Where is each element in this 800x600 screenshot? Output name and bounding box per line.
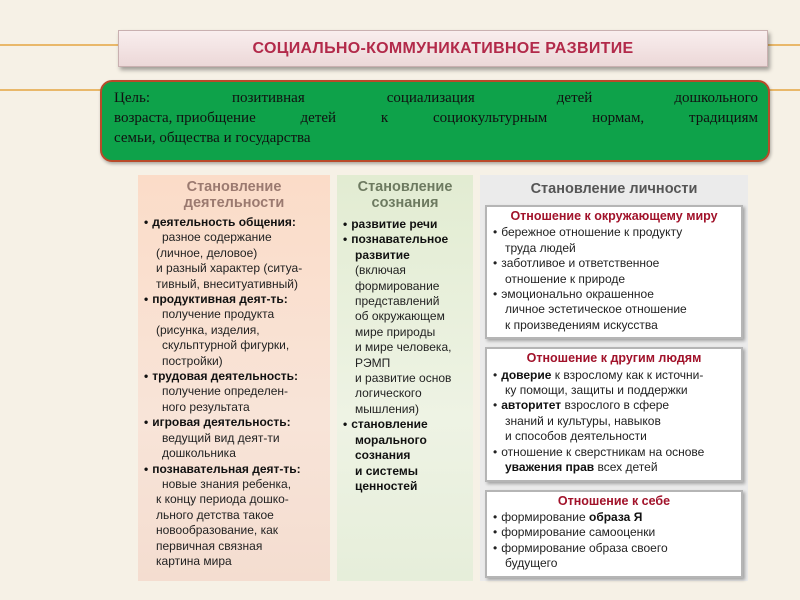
activity-line: разное содержание (162, 230, 272, 245)
relation-line (493, 302, 735, 317)
relation-line (493, 287, 735, 302)
consciousness-line: • познавательное (343, 232, 467, 247)
goal-line-3: семьи, общества и государства (114, 130, 311, 146)
relation-line (493, 368, 735, 383)
relation-line (493, 318, 735, 333)
relation-box-heading: Отношение к себе (557, 493, 671, 508)
column-consciousness-list (343, 217, 467, 494)
consciousness-line: (включая (355, 263, 406, 278)
column-personality (480, 175, 748, 581)
relation-text: уважения прав (505, 460, 595, 475)
relation-line (493, 398, 735, 413)
relation-text: знаний и культуры, навыков (505, 413, 661, 428)
consciousness-line: и системы (355, 463, 418, 478)
activity-line: новые знания ребенка, (162, 476, 292, 491)
relation-text: отношение к сверстникам на основе (501, 444, 705, 459)
activity-line: тивный, внеситуативный) (156, 276, 299, 291)
activity-line: ведущий вид деят-ти (162, 430, 280, 445)
consciousness-line: • развитие речи (343, 217, 467, 232)
activity-line: льного детства такое (156, 507, 274, 522)
relation-line (493, 256, 735, 271)
relation-text: к взрослому как к источни- (551, 367, 704, 382)
activity-line: скульптурной фигурки, (162, 338, 290, 353)
activity-line: (рисунка, изделия, (156, 322, 260, 337)
relation-text: личное эстетическое отношение (505, 302, 687, 317)
relation-text: заботливое и ответственное (501, 256, 660, 271)
activity-line: получение определен- (162, 384, 289, 399)
activity-line: получение продукта (162, 307, 275, 322)
relation-line (493, 272, 735, 287)
relation-line (493, 445, 735, 460)
activity-line: новообразование, как (156, 523, 279, 538)
relation-line (493, 241, 735, 256)
relation-line (493, 510, 735, 525)
relation-text: ку помощи, защиты и поддержки (505, 383, 688, 398)
relation-text: и способов деятельности (505, 429, 647, 444)
consciousness-line: представлений (355, 294, 440, 309)
activity-line: дошкольника (162, 446, 236, 461)
relation-text: труда людей (505, 240, 576, 255)
column-activity-list (144, 215, 324, 569)
activity-line: • игровая деятельность: (144, 415, 324, 430)
relation-line (493, 383, 735, 398)
relation-box-heading: Отношение к другим людям (526, 351, 702, 366)
relation-line (493, 556, 735, 571)
column-consciousness (337, 175, 473, 581)
consciousness-line: мышления) (355, 401, 420, 416)
consciousness-line: формирование (355, 278, 440, 293)
goal-line-2: возраста, приобщение детей к социокультурным нормам, традициям (114, 110, 758, 126)
activity-line: • деятельность общения: (144, 215, 324, 230)
relation-line (493, 225, 735, 240)
relation-box (485, 490, 743, 578)
relation-text: авторитет (501, 398, 562, 413)
relation-text: к произведениям искусства (505, 317, 658, 332)
consciousness-line: об окружающем (355, 309, 445, 324)
consciousness-line: логического (355, 386, 422, 401)
relation-text: доверие (501, 367, 552, 382)
consciousness-line: • становление (343, 417, 467, 432)
relation-line (493, 429, 735, 444)
relation-text: взрослого в сфере (561, 398, 670, 413)
relation-text: будущего (505, 556, 558, 571)
activity-line: ного результата (162, 399, 250, 414)
activity-line: картина мира (156, 553, 232, 568)
relation-text: эмоционально окрашенное (501, 287, 654, 302)
relation-box (485, 347, 743, 481)
activity-line: • продуктивная деят-ть: (144, 292, 324, 307)
relation-box (485, 205, 743, 339)
consciousness-line: мире природы (355, 324, 436, 339)
consciousness-line: РЭМП (355, 355, 391, 370)
goal-line-1: Цель: позитивная социализация детей дошкольного (114, 90, 758, 106)
activity-line: • познавательная деят-ть: (144, 462, 324, 477)
activity-line: и разный характер (ситуа- (156, 261, 303, 276)
column-personality-heading: Становление личности (530, 181, 698, 197)
relation-line (493, 525, 735, 540)
slide-title: СОЦИАЛЬНО-КОММУНИКАТИВНОЕ РАЗВИТИЕ (118, 30, 768, 67)
relation-text: формирование образа своего (501, 540, 668, 555)
consciousness-line: и развитие основ (355, 371, 452, 386)
activity-line: (личное, деловое) (156, 245, 258, 260)
relation-line (493, 460, 735, 475)
relation-text: отношение к природе (505, 271, 626, 286)
relation-text: бережное отношение к продукту (501, 225, 683, 240)
activity-line: первичная связная (156, 538, 263, 553)
goal-box (100, 80, 770, 162)
relation-text: всех детей (594, 460, 658, 475)
relation-box-heading: Отношение к окружающему миру (510, 209, 718, 223)
relation-text: формирование (501, 509, 589, 524)
activity-line: постройки) (162, 353, 223, 368)
activity-line: к концу периода дошко- (156, 492, 289, 507)
consciousness-line: ценностей (355, 478, 418, 493)
column-activity-heading: Становление деятельности (183, 179, 285, 211)
column-personality-boxes (485, 205, 743, 578)
relation-line (493, 541, 735, 556)
activity-line: • трудовая деятельность: (144, 369, 324, 384)
consciousness-line: развитие (355, 247, 410, 262)
consciousness-line: и мире человека, (355, 340, 452, 355)
column-consciousness-heading: Становление сознания (357, 179, 453, 211)
consciousness-line: морального (355, 432, 427, 447)
consciousness-line: сознания (355, 448, 411, 463)
column-activity (138, 175, 330, 581)
relation-text: образа Я (588, 509, 643, 524)
relation-text: формирование самооценки (501, 525, 656, 540)
relation-line (493, 414, 735, 429)
